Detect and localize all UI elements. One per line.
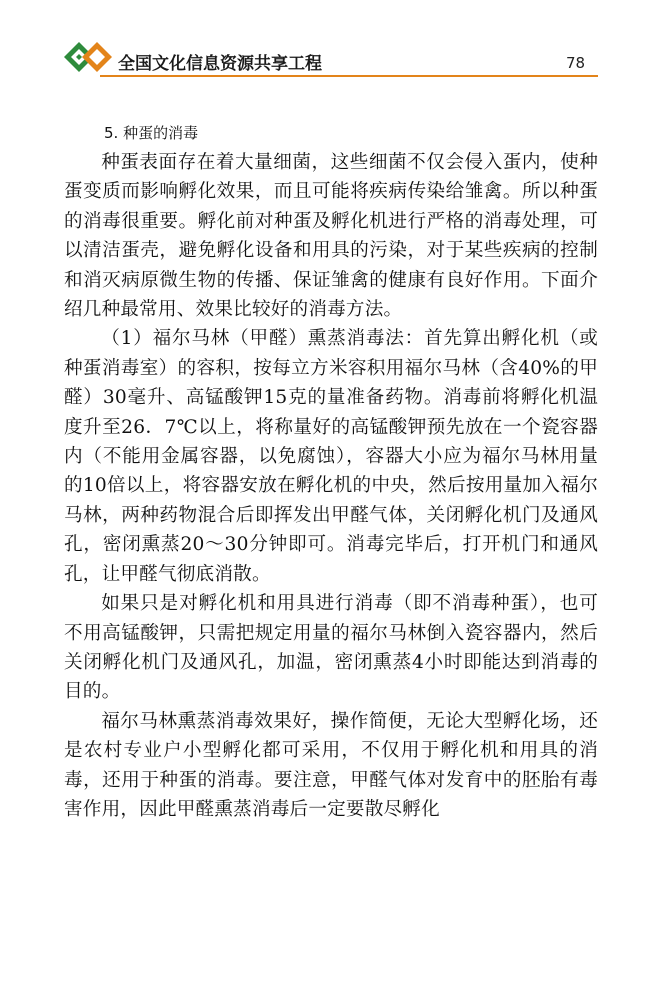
page-header — [0, 0, 646, 80]
page-number: 78 — [566, 54, 586, 72]
paragraph-1: 种蛋表面存在着大量细菌，这些细菌不仅会侵入蛋内，使种蛋变质而影响孵化效果，而且可能将疾病传染给雏禽。所以种蛋的消毒很重要。孵化前对种蛋及孵化机进行严格的消毒处理，可以清洁蛋壳，避免孵化设备和用具的污染，对于某些疾病的控制和消灭病原微生物的传播、保证雏禽的健康有良好作用。下面介绍几种最常用、效果比较好的消毒方法。 — [64, 152, 598, 321]
section-title: 5. 种蛋的消毒 — [104, 124, 199, 142]
paragraph-4: 福尔马林熏蒸消毒效果好，操作简便，无论大型孵化场，还是农村专业户小型孵化都可采用，不仅用于孵化机和用具的消毒，还用于种蛋的消毒。要注意，甲醛气体对发育中的胚胎有毒害作用，因此甲醛熏蒸消毒后一定要散尽孵化 — [64, 710, 598, 820]
paragraph-2: （1）福尔马林（甲醛）熏蒸消毒法：首先算出孵化机（或种蛋消毒室）的容积，按每立方米容积用福尔马林（含40%的甲醛）30毫升、高锰酸钾15克的量准备药物。消毒前将孵化机温度升至26．7℃以上，将称量好的高锰酸钾预先放在一个瓷容器内（不能用金属容器，以免腐蚀），容器大小应为福尔马林用量的10倍以上，将容器安放在孵化机的中央，然后按用量加入福尔马林，两种药物混合后即挥发出甲醛气体，关闭孵化机门及通风孔，密闭熏蒸20～30分钟即可。消毒完毕后，打开机门和通风孔，让甲醛气彻底消散。 — [64, 328, 598, 585]
header-rule — [100, 75, 598, 77]
paragraph-3: 如果只是对孵化机和用具进行消毒（即不消毒种蛋），也可不用高锰酸钾，只需把规定用量的福尔马林倒入瓷容器内，然后关闭孵化机门及通风孔，加温，密闭熏蒸4小时即能达到消毒的目的。 — [64, 593, 598, 703]
org-name: 全国文化信息资源共享工程 — [118, 54, 322, 74]
page-content — [64, 120, 598, 824]
logo-icon — [62, 40, 118, 74]
